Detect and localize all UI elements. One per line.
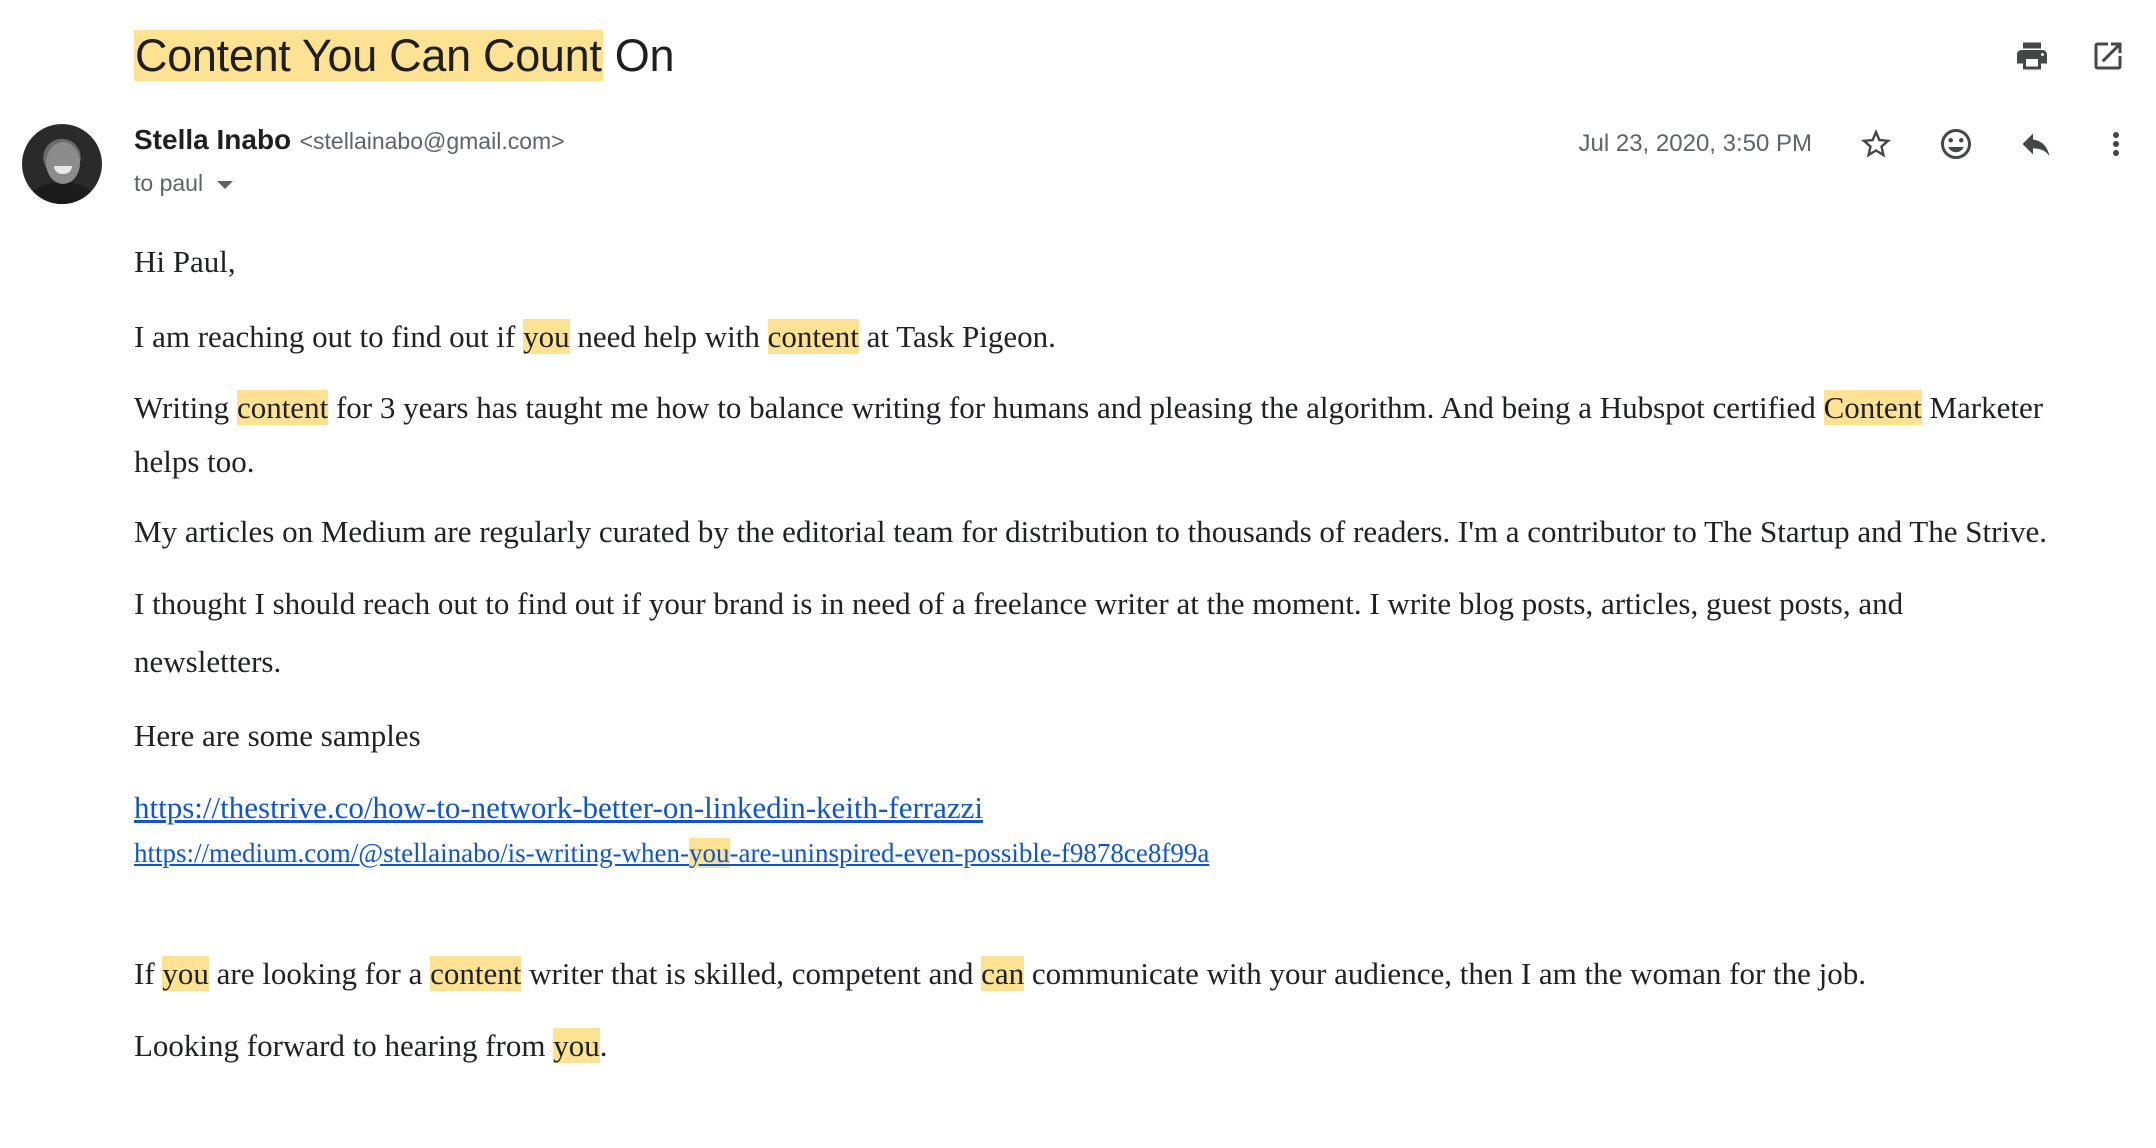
link-text: https://medium.com/@stellainabo/is-writing-when- [134, 838, 690, 868]
text-span: I am reaching out to find out if [134, 319, 524, 354]
text-span: If [134, 956, 163, 991]
add-reaction-button[interactable] [1936, 124, 1976, 164]
body-paragraph: Here are some samples [134, 718, 421, 753]
star-icon [1858, 126, 1894, 162]
text-span: writer that is skilled, competent and [521, 956, 982, 991]
text-span: . [599, 1028, 608, 1063]
search-highlight: you [523, 319, 570, 354]
search-highlight: content [767, 319, 859, 354]
message-actions [1579, 124, 2136, 164]
print-icon [2014, 38, 2050, 74]
sample-link-thestrive[interactable]: https://thestrive.co/how-to-network-better-on-linkedin-keith-ferrazzi [134, 790, 983, 825]
subject-actions [2012, 36, 2128, 76]
search-highlight: content [430, 956, 522, 991]
chevron-down-icon [217, 181, 233, 189]
text-span: are looking for a [208, 956, 431, 991]
text-span: at Task Pigeon. [858, 319, 1056, 354]
body-paragraph: I thought I should reach out to find out if your brand is in need of a freelance writer at the moment. I write blog posts, articles, guest posts, and [134, 586, 1904, 621]
search-highlight: you [689, 838, 730, 868]
body-paragraph [134, 390, 2043, 426]
body-paragraph [134, 319, 1056, 355]
link-text: -are-uninspired-even-possible-f9878ce8f99a [729, 838, 1210, 868]
sender-name[interactable]: Stella Inabo [134, 124, 292, 155]
greeting: Hi Paul, [134, 244, 236, 279]
sender-email: <stellainabo@gmail.com> [299, 128, 565, 154]
search-highlight: can [981, 956, 1025, 991]
text-span: Writing [134, 390, 237, 425]
text-span: for 3 years has taught me how to balance writing for humans and pleasing the algorithm. And being a Hubspot certified [328, 390, 1824, 425]
print-all-button[interactable] [2012, 36, 2052, 76]
text-span: Looking forward to hearing from [134, 1028, 554, 1063]
search-highlight: you [553, 1028, 600, 1063]
search-highlight: you [162, 956, 209, 991]
avatar-face [46, 142, 80, 184]
text-span: communicate with your audience, then I am the woman for the job. [1024, 956, 1867, 991]
text-span: Marketer [1921, 390, 2044, 425]
avatar-shoulders [28, 182, 96, 204]
avatar[interactable] [22, 124, 102, 204]
search-highlight: content [236, 390, 329, 425]
more-options-button[interactable] [2096, 124, 2136, 164]
reply-button[interactable] [2016, 124, 2056, 164]
recipient-details-toggle[interactable] [134, 170, 233, 197]
open-in-new-window-button[interactable] [2088, 36, 2128, 76]
star-button[interactable] [1856, 124, 1896, 164]
emoji-reaction-icon [1938, 126, 1974, 162]
recipient-label: to paul [134, 170, 204, 196]
email-subject [134, 30, 674, 81]
body-paragraph: My articles on Medium are regularly curated by the editorial team for distribution to thousands of readers. I'm a contributor to The Startup and The Strive. [134, 514, 2048, 549]
open-in-new-window-icon [2090, 38, 2126, 74]
sample-link-medium[interactable] [134, 838, 1209, 869]
reply-icon [2018, 126, 2054, 162]
body-paragraph [134, 956, 1866, 992]
search-highlight: Content [1823, 390, 1922, 425]
text-span: need help with [569, 319, 768, 354]
sender-info [134, 124, 565, 156]
body-paragraph [134, 1028, 608, 1064]
message-date: Jul 23, 2020, 3:50 PM [1578, 130, 1812, 157]
body-paragraph-continued: helps too. [134, 444, 255, 479]
subject-rest: On [602, 30, 675, 81]
subject-highlight: Content You Can Count [135, 30, 602, 81]
more-vertical-icon [2098, 126, 2134, 162]
email-subject-row [134, 24, 674, 88]
body-paragraph-continued: newsletters. [134, 644, 282, 679]
